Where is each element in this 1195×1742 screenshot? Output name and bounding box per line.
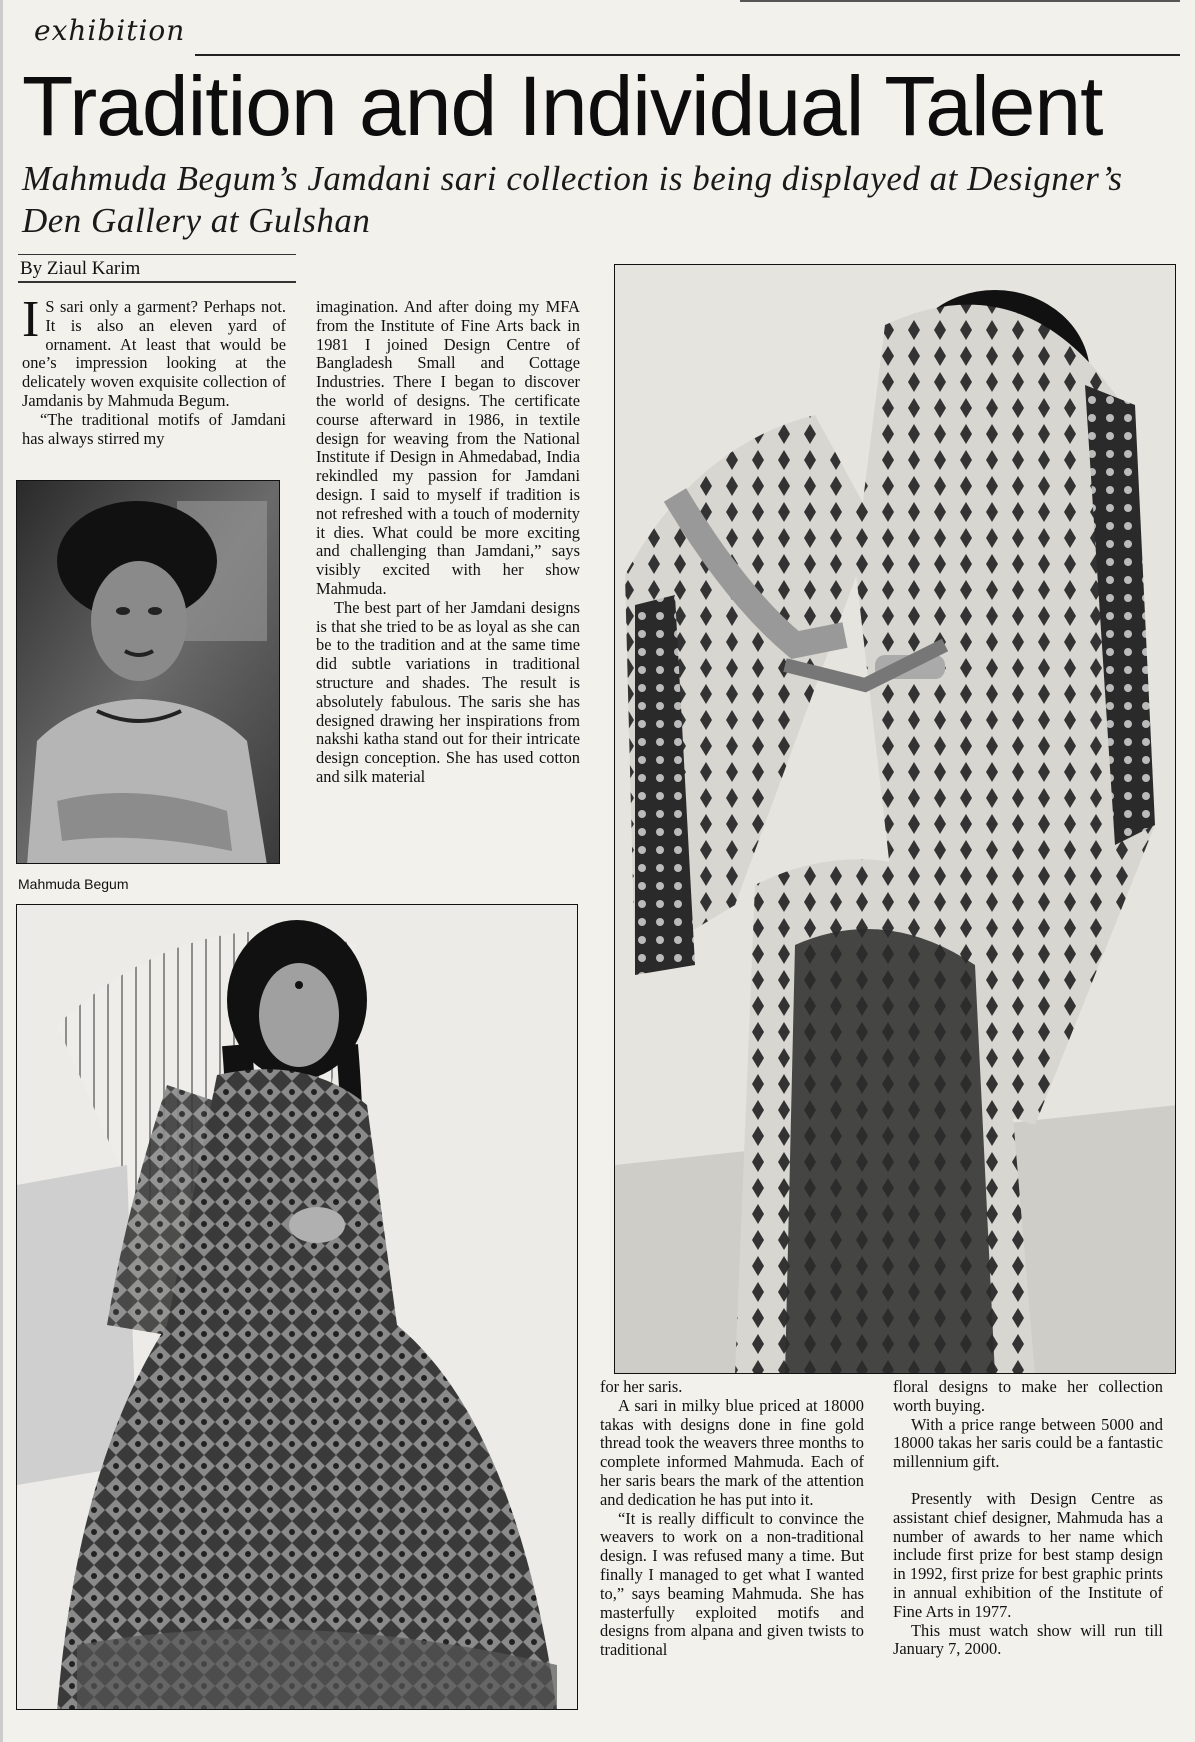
byline-rule-bottom: [18, 281, 296, 283]
paragraph: A sari in milky blue priced at 18000 takas with designs done in fine gold thread took the weavers three months to complete informed Mahmuda. Each of her saris bears the mark of the attention and dedication he has put into it.: [600, 1395, 864, 1509]
article-column-4: [893, 1378, 1163, 1659]
section-rule: [195, 54, 1180, 56]
paragraph: This must watch show will run till January 7, 2000.: [893, 1620, 1163, 1659]
byline: By Ziaul Karim: [20, 258, 141, 279]
portrait-photo: [16, 480, 280, 864]
deck-subtitle: Mahmuda Begum’s Jamdani sari collection is being displayed at Designer’s Den Gallery at Gulshan: [22, 159, 1123, 240]
paragraph: With a price range between 5000 and 18000 takas her saris could be a fantastic millennium gift.: [893, 1414, 1163, 1472]
portrait-image: [17, 481, 280, 864]
paragraph: for her saris.: [600, 1377, 683, 1396]
portrait-caption: Mahmuda Begum: [18, 876, 129, 892]
paragraph: I S sari only a garment? Perhaps not. It is also an eleven yard of ornament. At least that would be one’s impression looking at the delicately woven exquisite collection of Jamdanis by Mahmuda Begum.: [22, 291, 286, 410]
seated-model-image: [17, 905, 578, 1710]
top-rule: [740, 0, 1180, 2]
drop-cap: I: [22, 291, 40, 348]
page-edge: [0, 0, 3, 1742]
paragraph: Presently with Design Centre as assistant chief designer, Mahmuda has a number of awards to her name which include first prize for best stamp design in 1992, first prize for best graphic prints in annual exhibition of the Institute of Fine Arts in 1977.: [893, 1488, 1163, 1621]
article-column-2: [316, 298, 580, 787]
paragraph: The best part of her Jamdani designs is that she tried to be as loyal as she can be to the tradition and at the same time did subtle variations in traditional structure and shades. The result is absolutely fabulous. The saris she has designed drawing her inspirations from nakshi katha stand out for their intricate design conception. She has used cotton and silk material: [316, 597, 580, 786]
paragraph: floral designs to make her collection worth buying.: [893, 1377, 1163, 1415]
sari-photo-standing: [614, 264, 1176, 1374]
section-label: exhibition: [34, 14, 186, 47]
article-column-3: [600, 1378, 864, 1660]
byline-rule-top: [18, 254, 296, 255]
article-column-1: [22, 291, 286, 448]
paragraph: imagination. And after doing my MFA from the Institute of Fine Arts back in 1981 I joined Design Centre of Bangladesh Small and Cottage Industries. There I began to discover the world of designs. The certificate course afterward in 1986, in textile design for weaving from the National Institute if Design in Ahmedabad, India rekindled my passion for Jamdani design. I said to myself if tradition is not refreshed with a touch of modernity it dies. What could be more exciting and challenging than Jamdani,” says visibly excited with her show Mahmuda.: [316, 297, 580, 598]
paragraph: “It is really difficult to convince the weavers to work on a non-traditional design. I was refused many a time. But finally I managed to get what I wanted to,” says beaming Mahmuda. She has masterfully exploited motifs and designs from alpana and given twists to traditional: [600, 1508, 864, 1660]
sari-photo-seated: [16, 904, 578, 1710]
standing-model-image: [615, 265, 1176, 1374]
headline: Tradition and Individual Talent: [22, 59, 1103, 153]
paragraph: “The traditional motifs of Jamdani has always stirred my: [22, 409, 286, 448]
